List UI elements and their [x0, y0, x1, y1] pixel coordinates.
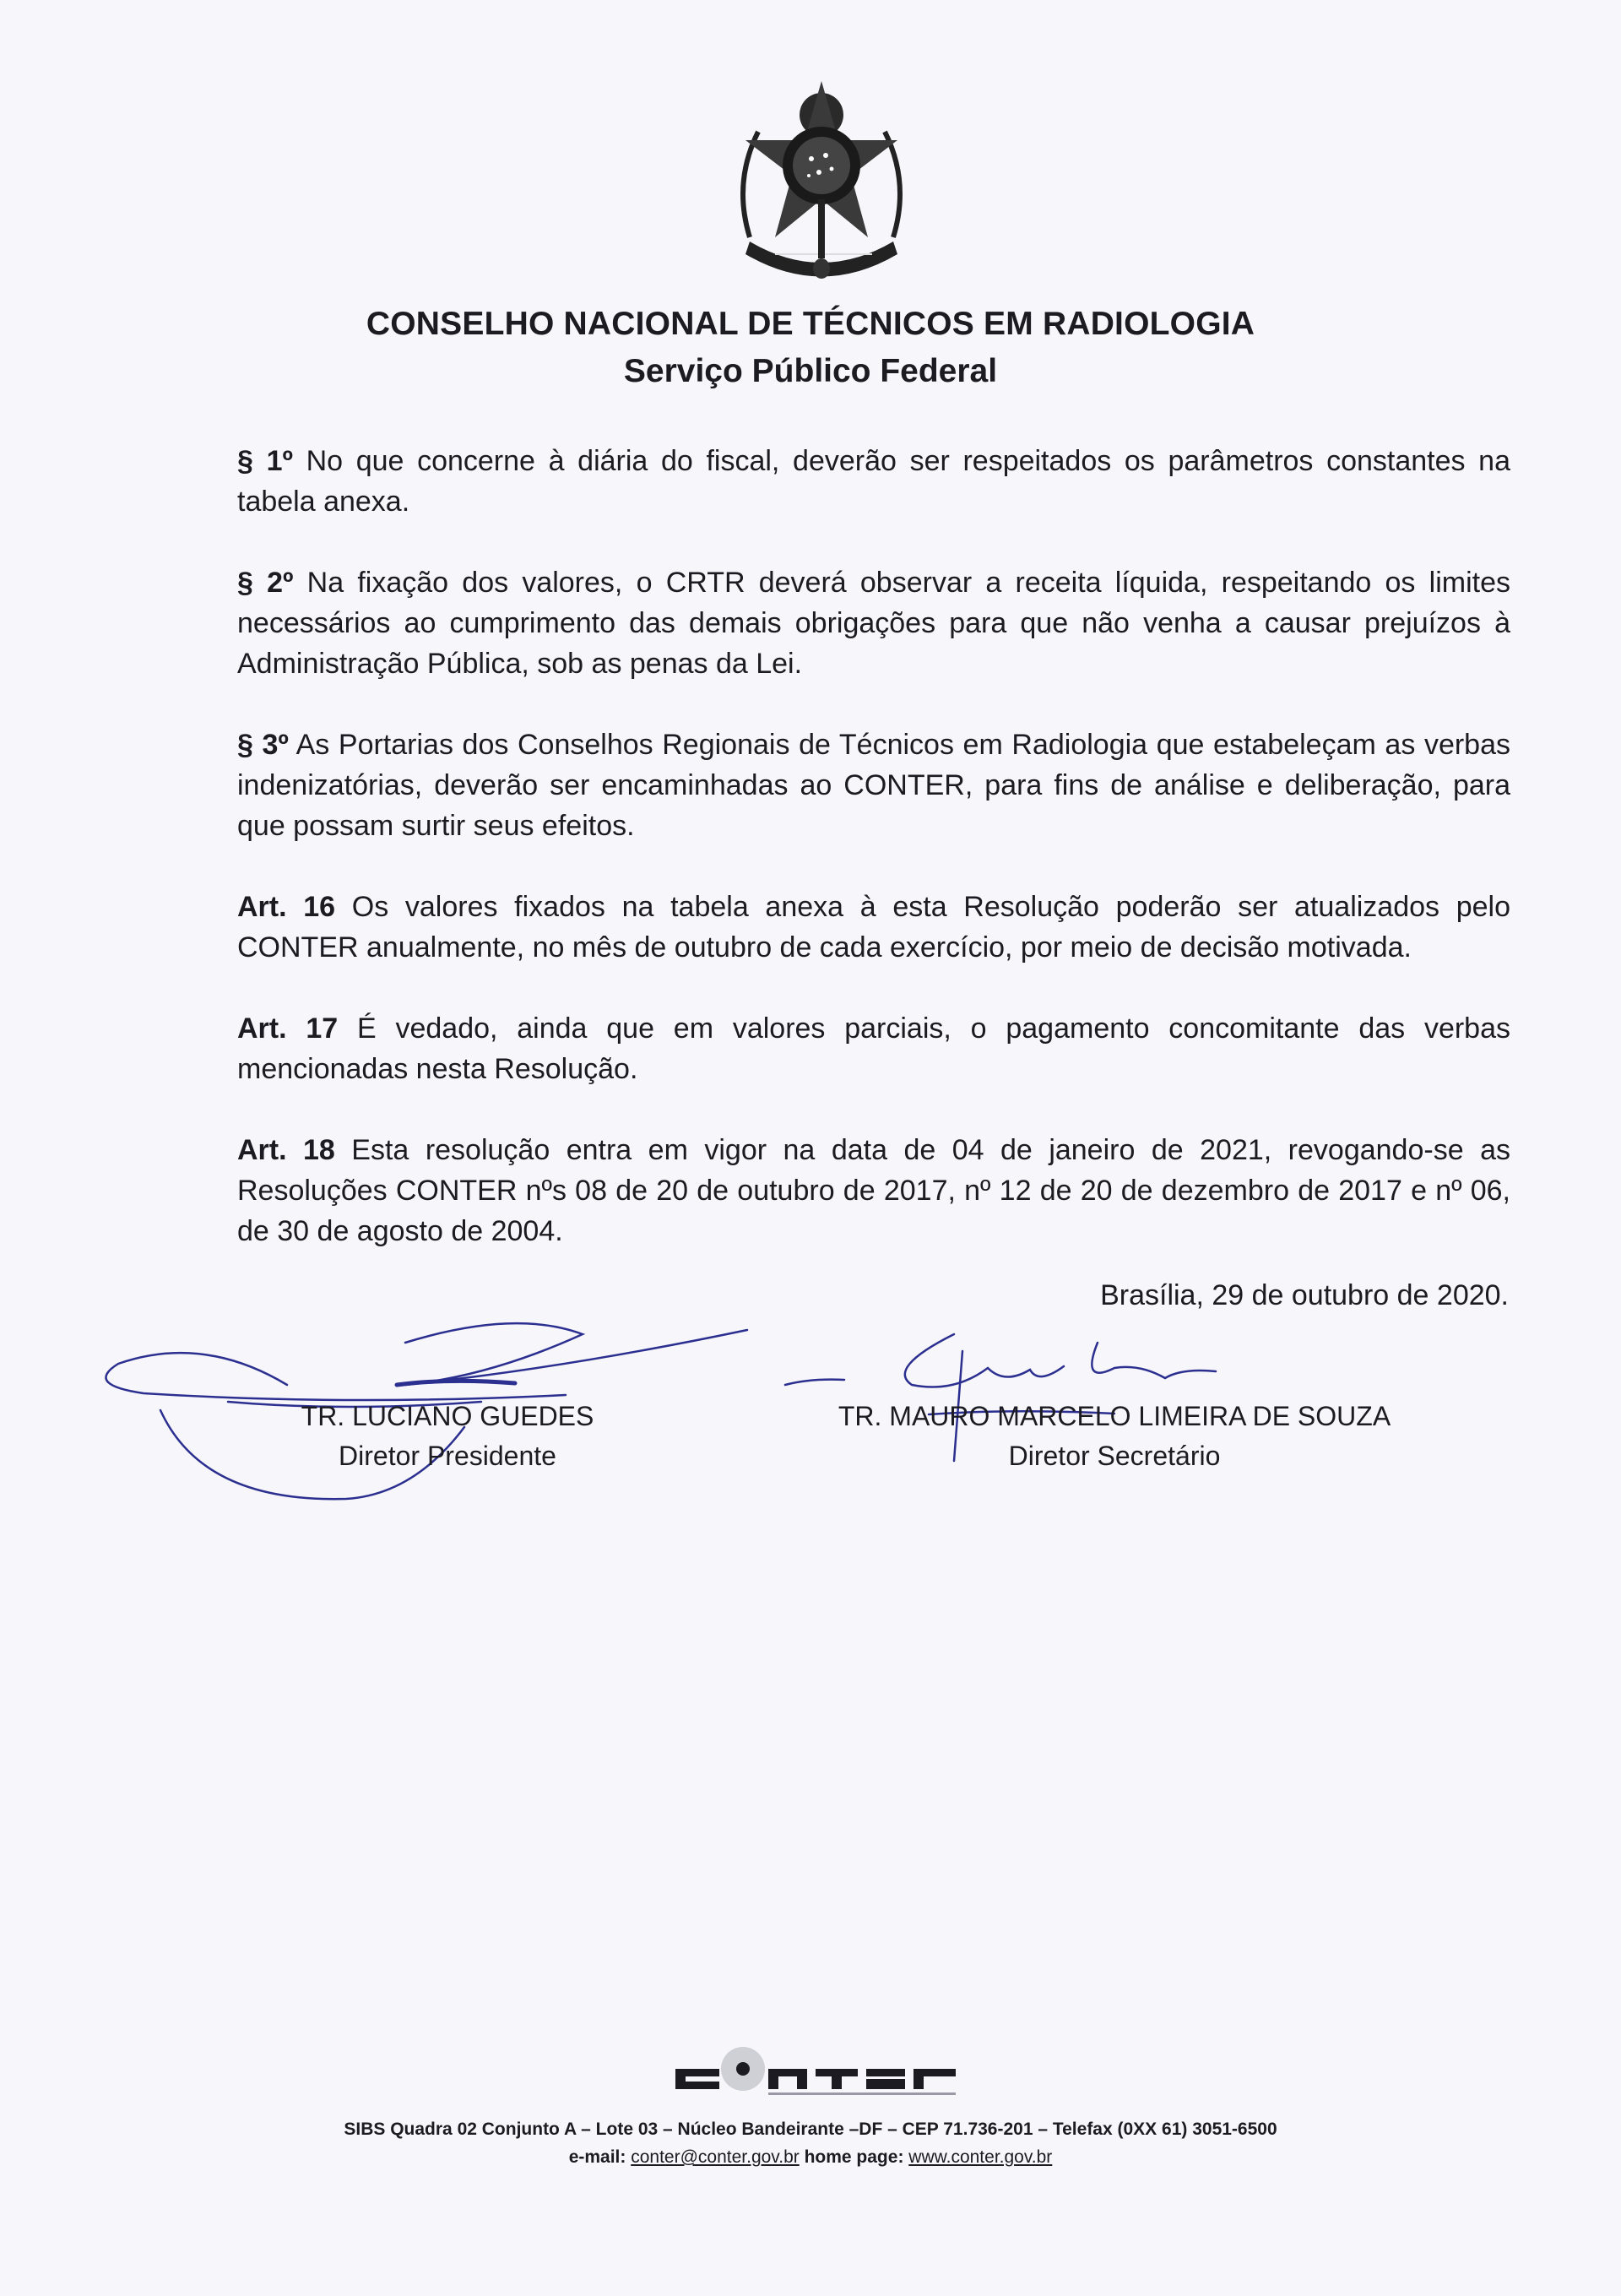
- signatory-role: Diretor Presidente: [339, 1441, 556, 1471]
- paragraph-lead: § 2º: [237, 567, 294, 599]
- paragraph-2: [237, 562, 1510, 684]
- paragraph-lead: § 1º: [237, 445, 293, 477]
- email-link[interactable]: conter@conter.gov.br: [631, 2147, 800, 2167]
- paragraph-text: No que concerne à diária do fiscal, deverão ser respeitados os parâmetros constantes na tabela anexa.: [237, 445, 1510, 518]
- conter-logo: [675, 2044, 962, 2103]
- paragraph-text: As Portarias dos Conselhos Regionais de Técnicos em Radiologia que estabeleçam as verbas indenizatórias, deverão ser encaminhadas ao CONTER, para fins de análise e deliberação, para que possam surtir seus efeitos.: [237, 729, 1511, 842]
- homepage-label: home page:: [799, 2147, 909, 2167]
- place-and-date: Brasília, 29 de outubro de 2020.: [1100, 1279, 1509, 1311]
- article-17: [237, 1008, 1510, 1089]
- paragraph-text: Os valores fixados na tabela anexa à esta Resolução poderão ser atualizados pelo CONTER anualmente, no mês de outubro de cada exercício, por meio de decisão motivada.: [237, 891, 1510, 963]
- homepage-link[interactable]: www.conter.gov.br: [908, 2147, 1053, 2167]
- coat-of-arms-emblem: [724, 81, 919, 302]
- paragraph-lead: § 3º: [237, 729, 289, 761]
- paragraph-lead: Art. 16: [237, 891, 336, 923]
- organization-subtitle: Serviço Público Federal: [623, 353, 998, 389]
- paragraph-text: É vedado, ainda que em valores parciais, o pagamento concomitante das verbas mencionadas nesta Resolução.: [237, 1012, 1511, 1085]
- signatory-name: TR. LUCIANO GUEDES: [301, 1401, 594, 1431]
- document-body: [237, 441, 1510, 1292]
- signatory-role: Diretor Secretário: [1008, 1441, 1221, 1471]
- signature-right: [777, 1397, 1452, 1476]
- organization-title: CONSELHO NACIONAL DE TÉCNICOS EM RADIOLOGIA: [366, 306, 1255, 342]
- footer-contacts: [0, 2147, 1621, 2168]
- paragraph-lead: Art. 18: [237, 1134, 335, 1166]
- signature-left: [279, 1397, 616, 1476]
- email-label: e-mail:: [568, 2147, 632, 2167]
- paragraph-text: Esta resolução entra em vigor na data de 04 de janeiro de 2021, revogando-se as Resoluções CONTER nºs 08 de 20 de outubro de 2017, nº 12 de 20 de dezembro de 2017 e nº 06, de 30 de agosto de 2004.: [237, 1134, 1510, 1247]
- paragraph-lead: Art. 17: [237, 1012, 339, 1045]
- article-16: [237, 887, 1510, 968]
- paragraph-text: Na fixação dos valores, o CRTR deverá observar a receita líquida, respeitando os limites necessários ao cumprimento das demais obrigações para que não venha a causar prejuízos à Administração Pública, sob as penas da Lei.: [237, 567, 1510, 680]
- signatory-name: TR. MAURO MARCELO LIMEIRA DE SOUZA: [838, 1401, 1391, 1431]
- article-18: [237, 1130, 1510, 1251]
- paragraph-1: [237, 441, 1510, 522]
- footer-address: SIBS Quadra 02 Conjunto A – Lote 03 – Núcleo Bandeirante –DF – CEP 71.736-201 – Telefax (0XX 61) 3051-6500: [344, 2120, 1277, 2139]
- paragraph-3: [237, 725, 1510, 846]
